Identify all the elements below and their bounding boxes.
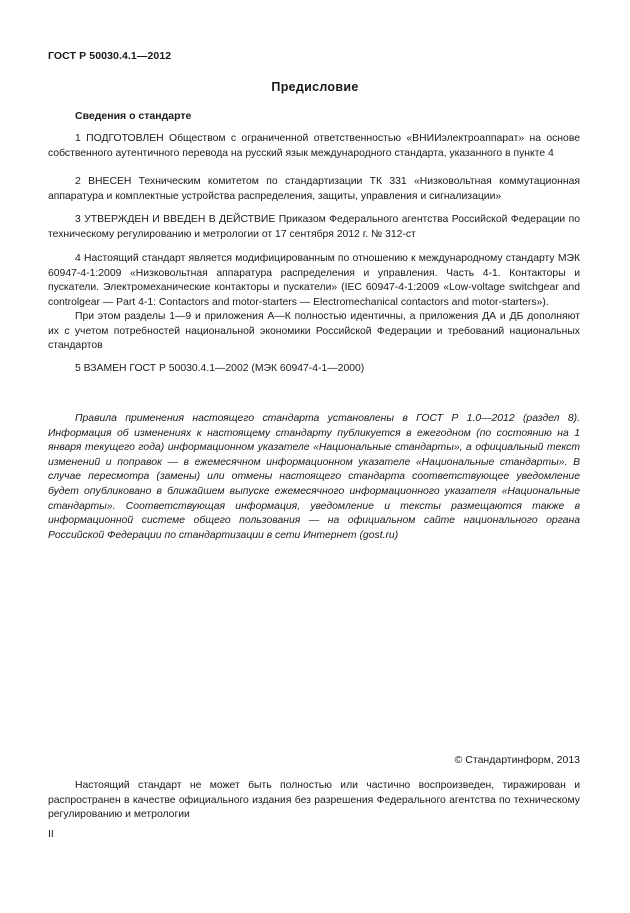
item-4-continuation: При этом разделы 1—9 и приложения А—К полностью идентичны, а приложения ДА и ДБ дополняют их с учетом потребностей национальной экономики Российской Федерации и требований национальных стандартов xyxy=(48,311,580,352)
application-rules-notice: Правила применения настоящего стандарта установлены в ГОСТ Р 1.0—2012 (раздел 8). Информация об изменениях к настоящему стандарту публикуется в ежегодном (по состоянию на 1 января текущего года) информационном указателе «Национальные стандарты», а официальный текст изменений и поправок — в ежемесячном информационном указателе «Национальные стандарты». В случае пересмотра (замены) или отмены настоящего стандарта соответствующее уведомление будет опубликовано в ближайшем выпуске ежемесячного информационного указателя «Национальные стандарты». Соответствующая информация, уведомление и тексты размещаются также в информационной системе общего пользования — на официальном сайте национального органа Российской Федерации по стандартизации в сети Интернет (gost.ru) xyxy=(48,413,580,541)
page-number: II xyxy=(48,828,54,840)
page-title: Предисловие xyxy=(271,80,359,94)
section-subheading: Сведения о стандарте xyxy=(75,110,192,122)
item-5-replaces: 5 ВЗАМЕН ГОСТ Р 50030.4.1—2002 (МЭК 60947-4-1—2000) xyxy=(75,363,365,374)
item-2-submitted: 2 ВНЕСЕН Техническим комитетом по стандартизации ТК 331 «Низковольтная коммутационная аппаратура и комплектные устройства распределения, защиты, управления и сигнализации» xyxy=(48,176,580,202)
item-1-prepared: 1 ПОДГОТОВЛЕН Обществом с ограниченной ответственностью «ВНИИэлектроаппарат» на основе собственного аутентичного перевода на русский язык международного стандарта, указанного в пункте 4 xyxy=(48,133,580,159)
reproduction-notice: Настоящий стандарт не может быть полностью или частично воспроизведен, тиражирован и распространен в качестве официального издания без разрешения Федерального агентства по техническому регулированию и метрологии xyxy=(48,780,580,821)
document-code: ГОСТ Р 50030.4.1—2012 xyxy=(48,50,172,62)
item-4-modification: 4 Настоящий стандарт является модифицированным по отношению к международному стандарту МЭК 60947-4-1:2009 «Низковольтная аппаратура распределения и управления. Часть 4-1. Контакторы и пускатели. Электромеханические контакторы и пускатели» (IEC 60947-4-1:2009 «Low-voltage switchgear and controlgear — Part 4-1: Contactors and motor-starters — Electromechanical contactors and motor-starters»). xyxy=(48,253,580,308)
copyright: © Стандартинформ, 2013 xyxy=(454,754,580,766)
item-3-approved: 3 УТВЕРЖДЕН И ВВЕДЕН В ДЕЙСТВИЕ Приказом Федерального агентства Российской Федерации по техническому регулированию и метрологии от 17 сентября 2012 г. № 312-ст xyxy=(48,214,580,240)
